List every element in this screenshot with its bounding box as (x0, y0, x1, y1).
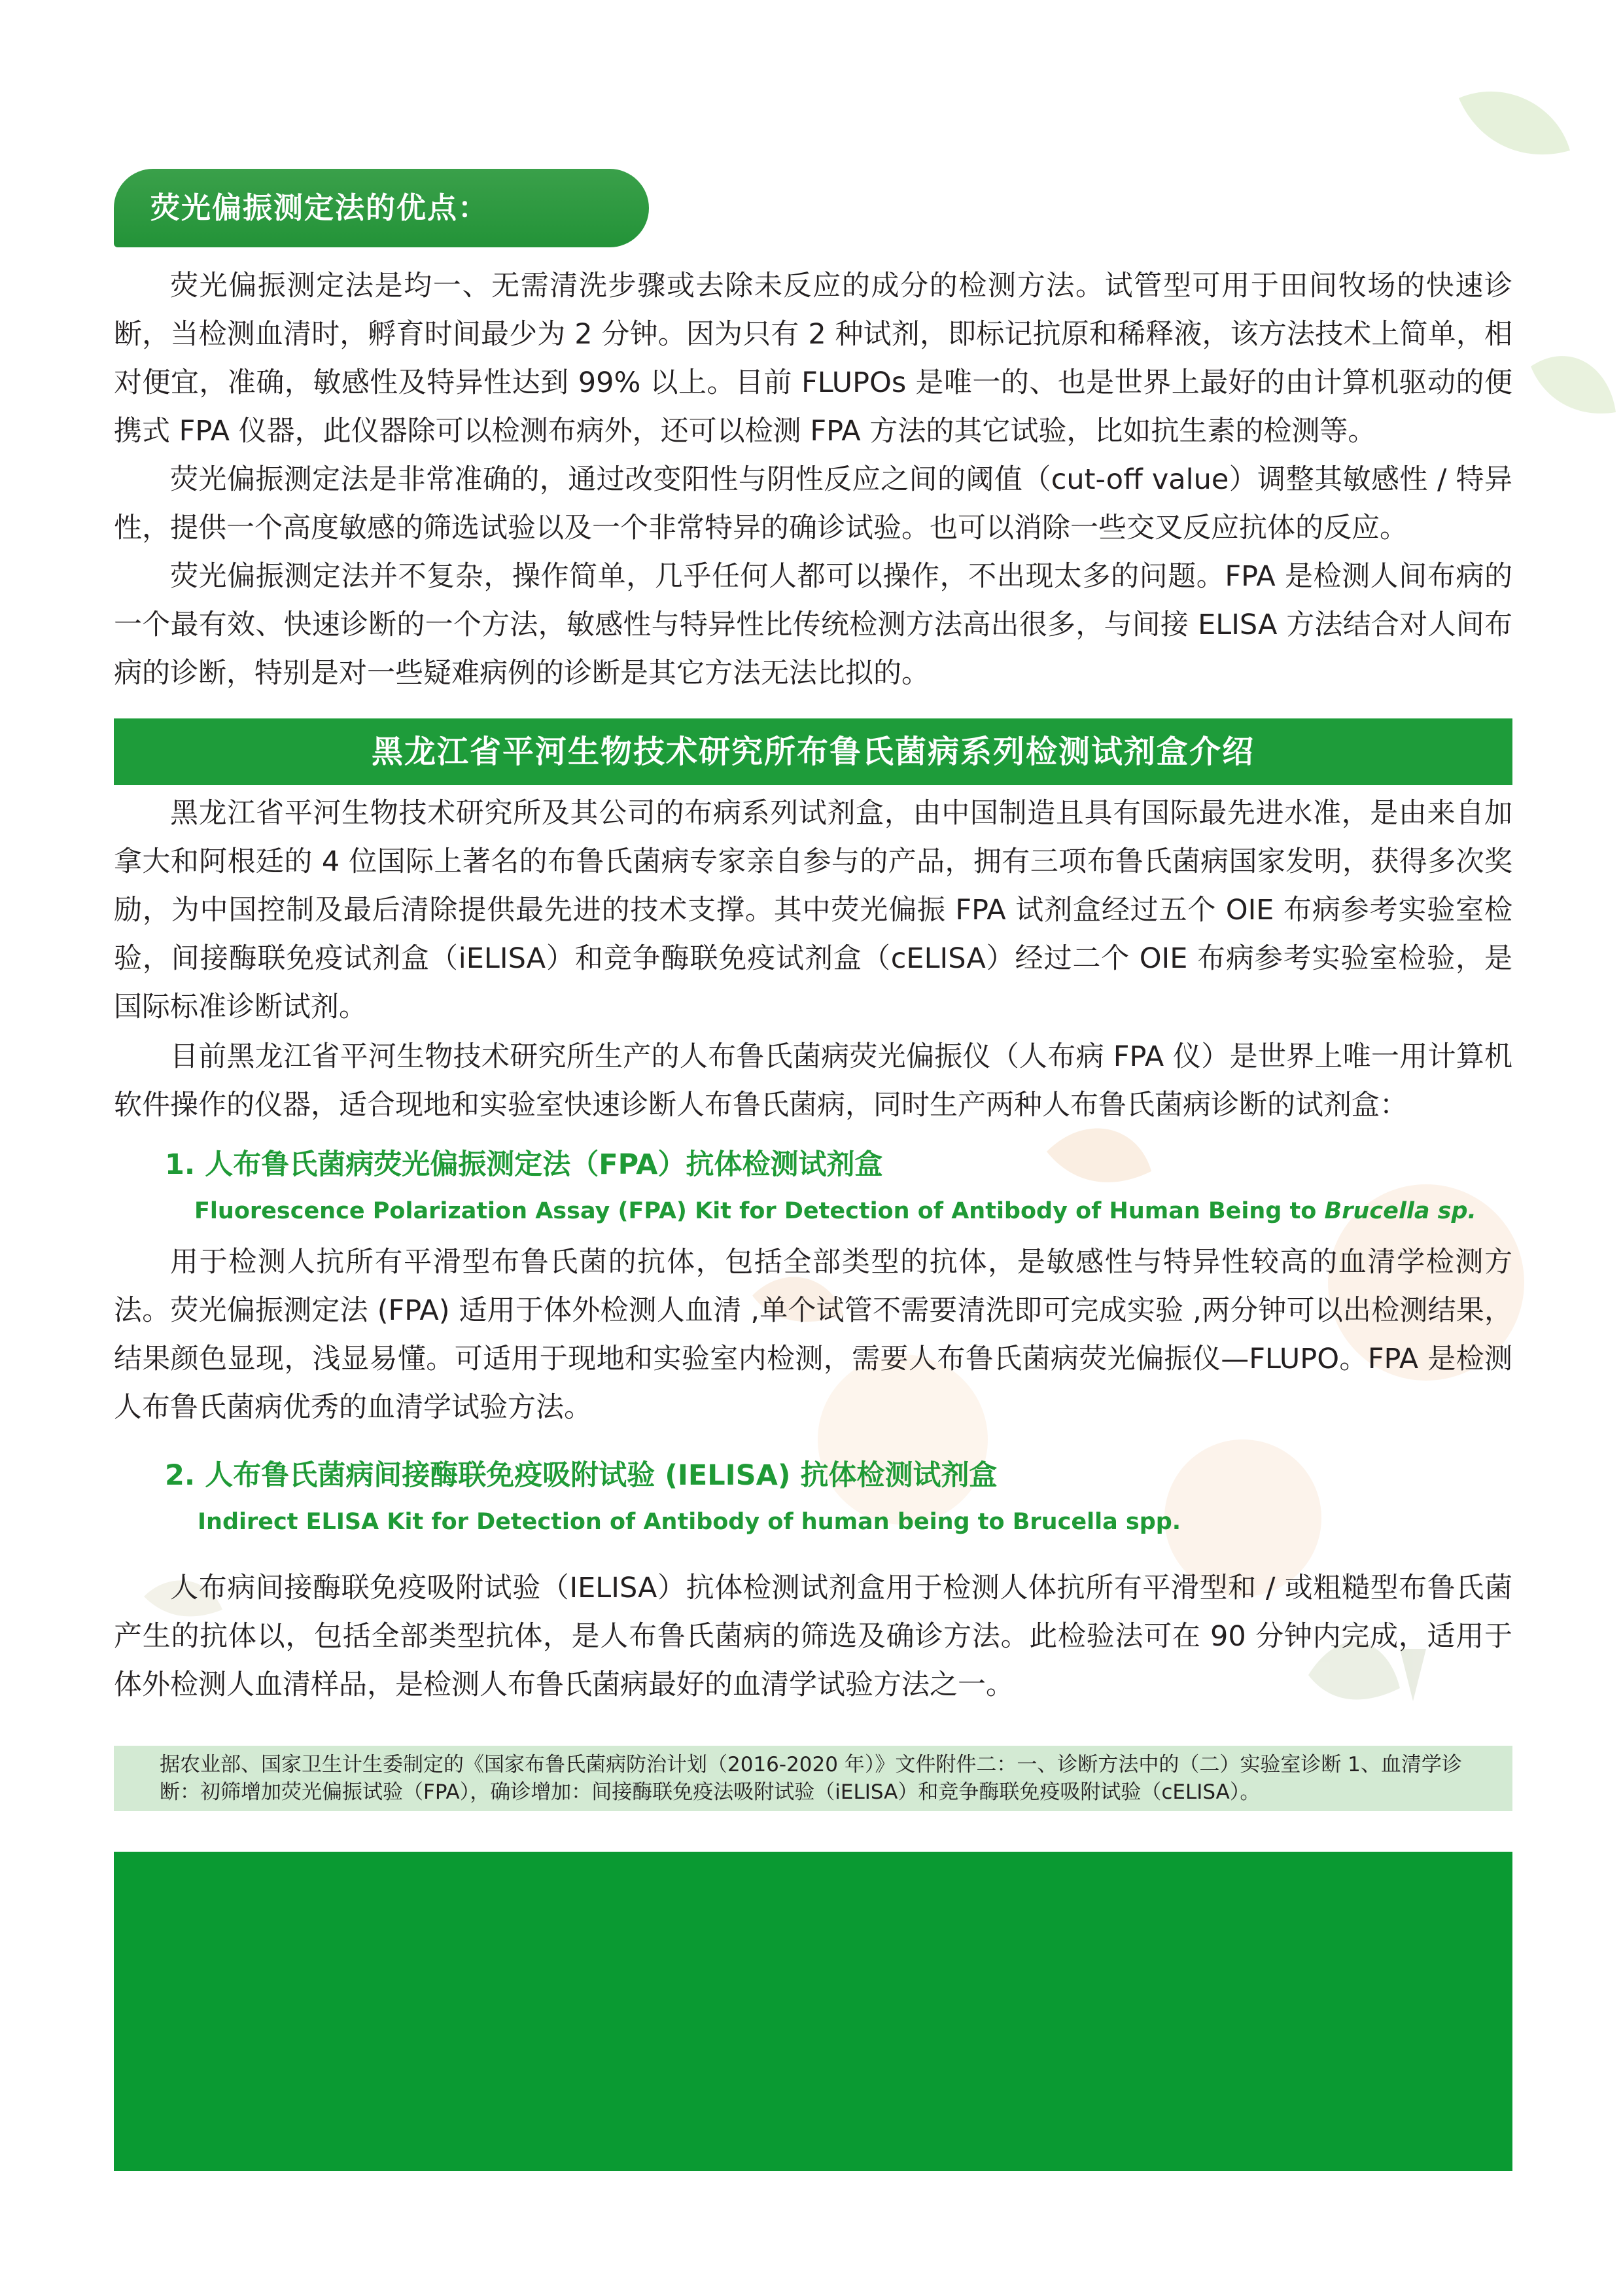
intro-section-heading: 黑龙江省平河生物技术研究所布鲁氏菌病系列检测试剂盒介绍 (114, 718, 1512, 785)
kit1-title-en: Fluorescence Polarization Assay (FPA) Kit for Detection of Antibody of Human Being to Brucella sp. (194, 1198, 1476, 1224)
regulation-note: 据农业部、国家卫生计生委制定的《国家布鲁氏菌病防治计划（2016-2020 年）》文件附件二：一、诊断方法中的（二）实验室诊断 1、血清学诊断：初筛增加荧光偏振试验（FPA），确诊增加：间接酶联免疫法吸附试验（iELISA）和竞争酶联免疫吸附试验（cELISA）。 (114, 1746, 1512, 1811)
kit1-description: 用于检测人抗所有平滑型布鲁氏菌的抗体，包括全部类型的抗体，是敏感性与特异性较高的血清学检测方法。荧光偏振测定法 (FPA) 适用于体外检测人血清 ,单个试管不需要清洗即可完成实验 ,两分钟可以出检测结果，结果颜色显现，浅显易懂。可适用于现地和实验室内检测，需要人布鲁氏菌病荧光偏振仪—FLUPO。FPA 是检测人布鲁氏菌病优秀的血清学试验方法。 (114, 1246, 1512, 1424)
intro-paragraph-1: 黑龙江省平河生物技术研究所及其公司的布病系列试剂盒，由中国制造且具有国际最先进水准，是由来自加拿大和阿根廷的 4 位国际上著名的布鲁氏菌病专家亲自参与的产品，拥有三项布鲁氏菌病国家发明，获得多次奖励，为中国控制及最后清除提供最先进的技术支撑。其中荧光偏振 FPA 试剂盒经过五个 OIE 布病参考实验室检验，间接酶联免疫试剂盒（iELISA）和竞争酶联免疫试剂盒（cELISA）经过二个 OIE 布病参考实验室检验，是国际标准诊断试剂。 (114, 797, 1512, 1023)
kit2-description: 人布病间接酶联免疫吸附试验（IELISA）抗体检测试剂盒用于检测人体抗所有平滑型和 / 或粗糙型布鲁氏菌产生的抗体以，包括全部类型抗体，是人布鲁氏菌病的筛选及确诊方法。此检验法可在 90 分钟内完成，适用于体外检测人血清样品，是检测人布鲁氏菌病最好的血清学试验方法之一。 (114, 1572, 1512, 1701)
footer-green-block (114, 1852, 1512, 2171)
advantages-paragraph-3: 荧光偏振测定法并不复杂，操作简单，几乎任何人都可以操作，不出现太多的问题。FPA 是检测人间布病的一个最有效、快速诊断的一个方法，敏感性与特异性比传统检测方法高出很多，与间接 ELISA 方法结合对人间布病的诊断，特别是对一些疑难病例的诊断是其它方法无法比拟的。 (114, 560, 1512, 690)
advantages-paragraph-1: 荧光偏振测定法是均一、无需清洗步骤或去除未反应的成分的检测方法。试管型可用于田间牧场的快速诊断，当检测血清时，孵育时间最少为 2 分钟。因为只有 2 种试剂，即标记抗原和稀释液，该方法技术上简单，相对便宜，准确，敏感性及特异性达到 99% 以上。目前 FLUPOs 是唯一的、也是世界上最好的由计算机驱动的便携式 FPA 仪器，此仪器除可以检测布病外，还可以检测 FPA 方法的其它试验，比如抗生素的检测等。 (114, 270, 1512, 448)
leaf-decoration (1459, 92, 1570, 154)
advantages-paragraph-2: 荧光偏振测定法是非常准确的，通过改变阳性与阴性反应之间的阈值（cut-off value）调整其敏感性 / 特异性，提供一个高度敏感的筛选试验以及一个非常特异的确诊试验。也可以消除一些交叉反应抗体的反应。 (114, 463, 1512, 544)
intro-paragraph-2: 目前黑龙江省平河生物技术研究所生产的人布鲁氏菌病荧光偏振仪（人布病 FPA 仪）是世界上唯一用计算机软件操作的仪器，适合现地和实验室快速诊断人布鲁氏菌病，同时生产两种人布鲁氏菌病诊断的试剂盒： (114, 1040, 1512, 1122)
leaf-decoration (1531, 356, 1616, 414)
leaf-decoration (1047, 1128, 1151, 1182)
kit2-title-en: Indirect ELISA Kit for Detection of Antibody of human being to Brucella spp. (198, 1509, 1181, 1535)
advantages-heading: 荧光偏振测定法的优点： (114, 169, 649, 247)
kit2-title-cn: 2. 人布鲁氏菌病间接酶联免疫吸附试验 (IELISA) 抗体检测试剂盒 (165, 1459, 998, 1492)
kit1-title-cn: 1. 人布鲁氏菌病荧光偏振测定法（FPA）抗体检测试剂盒 (165, 1148, 883, 1181)
